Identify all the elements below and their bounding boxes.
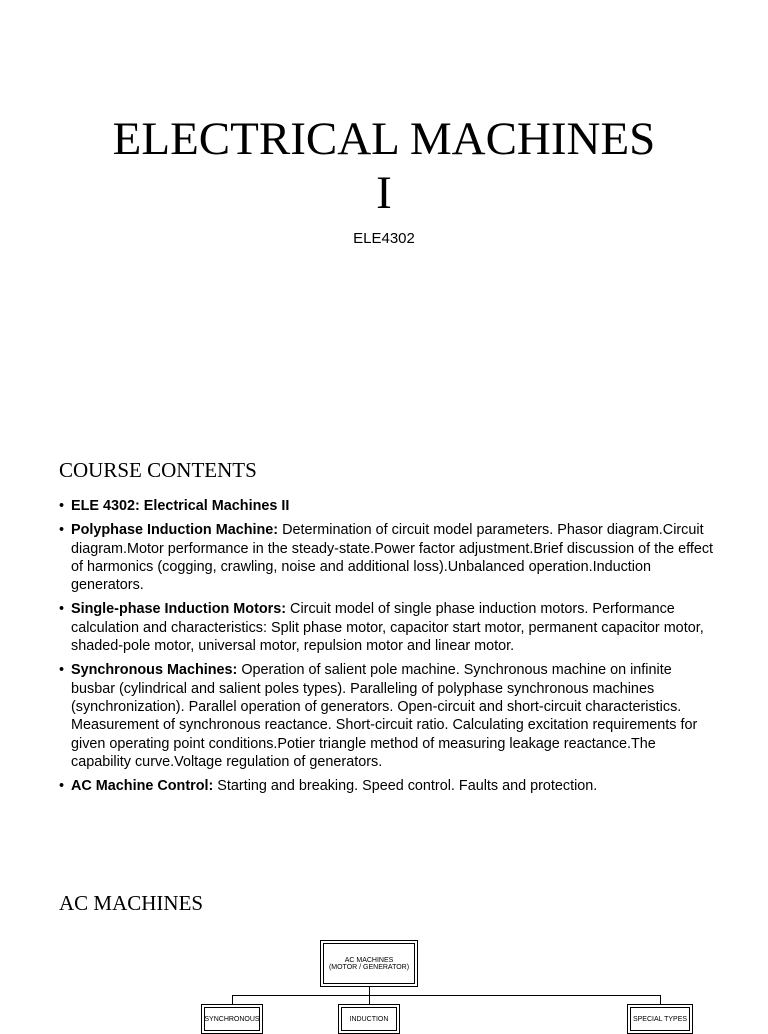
- course-code: ELE4302: [353, 230, 415, 247]
- bullet-icon: •: [59, 662, 65, 679]
- connector-induction: [369, 995, 370, 1004]
- list-item-term: Single-phase Induction Motors:: [71, 601, 287, 618]
- list-item: [59, 497, 719, 515]
- connector-synchronous: [232, 995, 233, 1004]
- list-item-term: AC Machine Control:: [71, 778, 214, 795]
- main-title-line-2: I: [376, 167, 392, 219]
- node-label: INDUCTION: [349, 1015, 389, 1023]
- main-title: [0, 112, 768, 220]
- bullet-icon: •: [59, 498, 65, 514]
- diagram-node-synchronous: [201, 1004, 263, 1034]
- list-item-text: Circuit model of single phase induction motors. Performance calculation and characteristics: Split phase motor, capacitor start motor, permanent capacitor motor, shaded-pole motor, universal motor, repulsion motor and linear motor.: [71, 601, 704, 655]
- title-slide: [0, 0, 768, 430]
- diagram-node-special-types: [627, 1004, 693, 1034]
- course-contents-list: [59, 497, 719, 801]
- list-item: [59, 661, 719, 771]
- list-item: [59, 521, 719, 594]
- node-label-line-2: (MOTOR / GENERATOR): [328, 963, 410, 971]
- list-item-term: Polyphase Induction Machine:: [71, 522, 279, 539]
- list-item-term: Synchronous Machines:: [71, 662, 238, 679]
- connector-root-down: [369, 987, 370, 995]
- diagram-node-ac-machines: [320, 940, 418, 987]
- bullet-icon: •: [59, 778, 65, 795]
- node-label-line-1: AC MACHINES: [344, 956, 394, 964]
- list-item: [59, 600, 719, 655]
- node-label: SPECIAL TYPES: [632, 1015, 688, 1023]
- ac-machines-slide: [0, 860, 768, 1024]
- node-label: SYNCHRONOUS: [204, 1015, 260, 1023]
- course-contents-slide: [0, 430, 768, 860]
- bullet-icon: •: [59, 601, 65, 618]
- list-item-term: ELE 4302: Electrical Machines II: [71, 498, 290, 514]
- bullet-icon: •: [59, 522, 65, 539]
- diagram-node-induction: [338, 1004, 400, 1034]
- list-item-text: Operation of salient pole machine. Synchronous machine on infinite busbar (cylindrical and salient poles types). Paralleling of polyphase synchronous machines (synchronization). Parallel operation of generators. Open-circuit and short-circuit characteristics. Measurement of synchronous reactance. Short-circuit ratio. Calculating excitation requirements for given operating point conditions.Potier triangle method of measuring leakage reactance.The capability curve.Voltage regulation of generators.: [71, 662, 698, 770]
- connector-special: [660, 995, 661, 1004]
- connector-horizontal: [232, 995, 660, 996]
- course-contents-heading: COURSE CONTENTS: [59, 458, 257, 482]
- ac-machines-heading: AC MACHINES: [59, 891, 204, 915]
- list-item: [59, 777, 719, 795]
- main-title-line-1: ELECTRICAL MACHINES: [112, 113, 656, 165]
- list-item-text: Starting and breaking. Speed control. Faults and protection.: [213, 778, 598, 795]
- list-item-text: Determination of circuit model parameters. Phasor diagram.Circuit diagram.Motor performance in the steady-state.Power factor adjustment.Brief discussion of the effect of harmonics (cogging, crawling, noise and additional loss).Unbalanced operation.Induction generators.: [71, 522, 714, 594]
